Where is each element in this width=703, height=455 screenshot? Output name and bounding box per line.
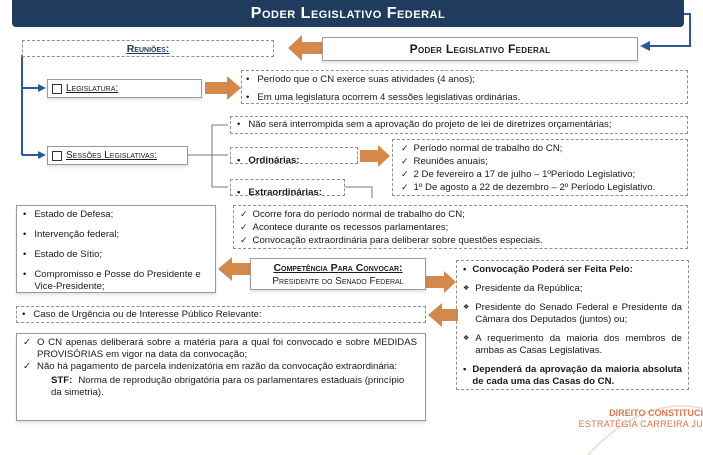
convocacao-hipoteses-box	[16, 205, 216, 293]
bottom-item-text: O CN apenas deliberará sobre a matéria para a qual foi convocado e sobre MEDIDAS PROVISÓRIAS em vigor na data da convocação;	[37, 337, 417, 360]
bottom-item-text: Não há pagamento de parcela indenizatória em razão da convocação extraordinária:	[37, 361, 398, 372]
competencia-title: Competência Para Convocar:	[273, 262, 403, 274]
convocacao-title: • Convocação Poderá ser Feita Pelo:	[463, 264, 633, 275]
legislatura-item: • Período que o CN exerce suas atividades (4 anos);	[246, 74, 687, 86]
sessoes-note-text: • Não será interrompida sem a aprovação do projeto de lei de diretrizes orçamentárias;	[237, 119, 687, 131]
arrow-to-ordinarias	[360, 145, 390, 167]
ordinarias-item: ✓ Período normal de trabalho do CN;	[401, 142, 687, 155]
convocacao-bold-text: Dependerá da aprovação da maioria absoluta de cada uma das Casas do CN.	[472, 364, 682, 387]
extraordinarias-label: • Extraordinárias:	[237, 187, 322, 198]
competencia-sub: Presidente do Senado Federal	[272, 276, 404, 287]
poder-legislativo-label: Poder Legislativo Federal	[409, 42, 551, 56]
extraordinarias-item: ✓ Convocação extraordinária para deliberar sobre questões especiais.	[240, 234, 687, 247]
reunioes-label: Reuniões:	[126, 42, 170, 55]
sessoes-label: Sessões Legislativas:	[66, 150, 158, 161]
reunioes-box	[22, 40, 274, 57]
footer-line-2: ESTRATÉGIA CARREIRA JU	[578, 419, 703, 429]
convocacao-item: ❖ Presidente do Senado Federal e Presidente da Câmara dos Deputados (juntos) ou;	[463, 302, 682, 325]
hipotese-item: • Intervenção federal;	[23, 229, 211, 241]
urgencia-box	[16, 306, 426, 323]
arrow-to-reunioes	[288, 35, 322, 61]
urgencia-details-box	[16, 333, 426, 421]
ordinarias-box	[230, 147, 358, 164]
arrow-to-convocacao	[426, 271, 456, 293]
ordinarias-item: ✓ 2 De fevereiro a 17 de julho – 1ºPeríodo Legislativo;	[401, 168, 687, 181]
hipotese-item: Compromisso e Posse do Presidente e Vice-Presidente;	[34, 269, 201, 292]
footer-line-1: DIREITO CONSTITUCI	[609, 408, 703, 418]
stf-text: Norma de reprodução obrigatória para os parlamentares estaduais (princípio da simetria).	[51, 375, 405, 398]
extraordinarias-box	[230, 179, 345, 196]
checkbox-square-icon	[52, 151, 62, 161]
ordinarias-label: • Ordinárias:	[237, 155, 300, 166]
extraordinarias-details	[233, 205, 688, 249]
checkbox-square-icon	[52, 84, 62, 94]
extraordinarias-item: ✓ Ocorre fora do período normal de trabalho do CN;	[240, 208, 687, 221]
convocacao-bold-item: • Dependerá da aprovação da maioria absoluta de cada uma das Casas do CN.	[463, 364, 682, 387]
hipotese-item: • Estado de Sítio;	[23, 249, 211, 261]
page-title: Poder Legislativo Federal	[12, 0, 684, 27]
convocacao-item: ❖ Presidente da República;	[463, 283, 583, 294]
competencia-box	[250, 258, 426, 290]
poder-legislativo-box	[322, 37, 638, 61]
extraordinarias-item: ✓ Acontece durante os recessos parlamentares;	[240, 221, 687, 234]
ordinarias-details	[392, 139, 688, 196]
hipotese-item-last: • Compromisso e Posse do Presidente e Vice-Presidente;	[23, 269, 211, 293]
convocacao-item-text: Presidente da República;	[475, 283, 583, 294]
convocacao-item-text: Presidente do Senado Federal e Presidente da Câmara dos Deputados (juntos) ou;	[475, 302, 682, 325]
bottom-item: ✓ Não há pagamento de parcela indenizatória em razão da convocação extraordinária:	[23, 361, 398, 372]
legislatura-details	[241, 70, 688, 104]
convocacao-item-text: A requerimento da maioria dos membros de ambas as Casas Legislativas.	[475, 333, 682, 356]
urgencia-label: • Caso de Urgência ou de Interesse Público Relevante:	[22, 309, 425, 321]
convocacao-title-text: Convocação Poderá ser Feita Pelo:	[472, 264, 633, 275]
arrow-to-urgencia	[428, 303, 458, 327]
bottom-item: ✓ O CN apenas deliberará sobre a matéria para a qual foi convocado e sobre MEDIDAS PROVISÓRIAS em vigor na data da convocação;	[23, 337, 417, 360]
ordinarias-item: ✓ Reuniões anuais;	[401, 155, 687, 168]
arrow-to-legislatura	[205, 76, 241, 100]
legislatura-item: • Em uma legislatura ocorrem 4 sessões legislativas ordinárias.	[246, 92, 687, 104]
convocacao-item: ❖ A requerimento da maioria dos membros de ambas as Casas Legislativas.	[463, 333, 682, 356]
legislatura-box	[47, 79, 202, 98]
stf-label: STF:	[51, 375, 73, 386]
ordinarias-item: ✓ 1º De agosto a 22 de dezembro – 2º Período Legislativo.	[401, 181, 687, 194]
sessoes-note	[230, 116, 688, 134]
sessoes-box	[47, 146, 188, 165]
convocacao-box	[456, 260, 689, 390]
hipotese-item: • Estado de Defesa;	[23, 209, 211, 221]
arrow-to-left-list	[218, 257, 250, 281]
legislatura-label: Legislatura:	[66, 83, 119, 94]
stf-note	[23, 375, 417, 399]
